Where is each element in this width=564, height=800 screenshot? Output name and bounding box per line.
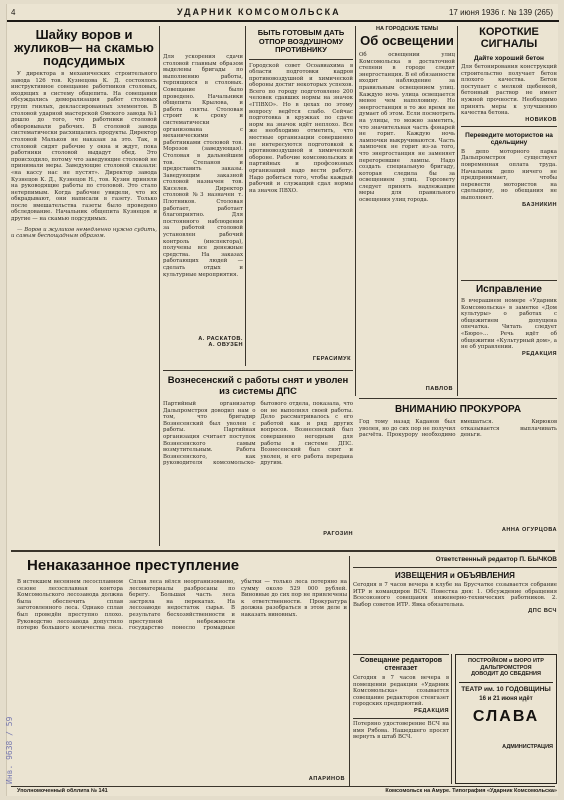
article-ispravlenie-headline: Исправление [475, 284, 542, 295]
article-nenakazannoe [17, 556, 347, 784]
article-nenakazannoe-body: В истекшем весеннем лесосплавном сезоне лесосплавная контора Комсомольского лесозавода должна была обеспечить сплав заготовленного леса. Однако сплав был проведён преступно плохо. Руководство лесозавода допустило потерю большого количества леса. Сплав леса вёлся неорганизованно, лесоматериалы разбросаны по берегу. Большая часть леса застряла на перекатах. На лесозаводе недостаток сырья. В результате бесхозяйственности и преступной небрежности государство понесло громадные убытки — только леса потеряно на сумму около 529 000 рублей. Виновные до сих пор не привлечены к ответственности. Прокуратура должна разобраться в этом деле и наказать виновных. [17, 579, 347, 632]
signature: РЕДАКЦИЯ [521, 350, 557, 357]
ad-line: ПОСТРОЙКОМ и БЮРО ИТР ДАЛЬПРОМСТРОЯ [468, 658, 544, 671]
ad-signature: АДМИНИСТРАЦИЯ [502, 743, 553, 750]
column-rule [451, 654, 452, 784]
signature: А. ОВУЗЕН [208, 342, 243, 348]
article-shaika-closing: — Воров и жуликов немедленно нужно судить, и самым беспощадным образом. [11, 226, 157, 240]
article-voznesenskiy-body: Партийный организатор Дальпромстроя доводил нам о том, что бригадир Вознесенский был уволен с работы. Партийная организация считает поступок Вознесенского самым возмутительным. Работа Вознесенского, как руководителя комсомольско-бытового отдела, показала, что он не выполнял своей работы. Дело рассматривалось с его работой как и ряд других вопросов. Вознесенский был совершенно негодным для работы в системе ДПС. Вознесенский был снят и уволен, и его работа передана другим. [163, 401, 353, 467]
article-prokuror-headline: ВНИМАНИЮ ПРОКУРОРА [394, 404, 522, 415]
article-izveshcheniya-headline: ИЗВЕЩЕНИЯ и ОБЪЯВЛЕНИЯ [395, 571, 515, 580]
article-stolovaya-body: Для ускорения сдачи столовой главным образом выделены бригады по выполнению работы, терпящихся в столовых. Совещание было проведено. Начальники общепита Крылова, и работа сняты. Столовая строит к сроку и систематически организована с механическими работниками столовой тов. Морозов (заведующая). Столовая в дальнейшем тов. Степанов и предоставить заказы. Заведующим заказной столовой назначен тов. Киселев. Директор столовой №3 назначен т. Плотников. Столовая работает, работает благоприятно. Для постоянного наблюдения за работой столовой установлен рабочий контроль (инспектора), получены все денежные средства. На заказах работающих людей — сделать отдых и культурные мероприятия. [163, 54, 243, 278]
paper-name: УДАРНИК КОМСОМОЛЬСКА [177, 7, 341, 17]
article-korotkie [461, 26, 557, 276]
article-izveshcheniya [353, 570, 557, 650]
article-stolovaya-signatures [163, 336, 243, 366]
signature: АННА ОГУРЦОВА [501, 527, 557, 533]
article-shaika-headline: Шайку воров и жуликов— на скамью подсудимых [14, 27, 154, 68]
footer-left: Уполномоченный обллита № 141 [17, 788, 108, 794]
article-osveshchenie-body: Об освещении улиц Комсомольска в достаточной степени в городе следит энергостанция. В её обязанности входит наблюдение за правильным освещением улиц. Каждую ночь улица освещается менее чем наполовину. Но энергостанция в то же время не думает об этом. Если посмотреть на улицы, то можно заметить, что значительная часть фонарей не горит. Каждую ночь лампочки выкручиваются. Часть лампочек не горит из-за того, что энергостанция не заменяет перегоревшие лампы. Надо создать специальную бригаду, которая следила бы за освещением улиц. Горсовету следует принять надлежащие меры для правильного освещения улиц города. [359, 52, 455, 204]
archive-stamp: Инв. 9638 / 59 [5, 716, 14, 784]
theater-ad [455, 654, 557, 784]
divider [163, 370, 353, 371]
article-prokuror-body: Год тому назад Каданов был уволен, но до сих пор не получил расчёта. Прокурору необходимо вмешаться. Кирюков отказывается выплачивать деньги. [359, 419, 557, 439]
section-divider [11, 550, 555, 552]
article-vozdukh [249, 26, 353, 366]
signature: АПАРИНОВ [308, 776, 345, 782]
signature: НОВИКОВ [525, 116, 557, 123]
show-dates: 16 и 21 июня идёт [479, 695, 533, 702]
signature: РАГОЗИН [323, 531, 353, 537]
article-osveshchenie [359, 26, 455, 396]
newspaper-page [6, 4, 558, 796]
footer [17, 788, 557, 796]
article-ispravlenie-body: В вчерашнем номере «Ударник Комсомольска» в заметке «Дом культуры» о работах с общежитием допущена опечатка. Читать следует «Бюро»… Речь идёт об общежитии «Культурный дом», а не об управлении. [461, 298, 557, 351]
column-rule [349, 556, 350, 786]
theater-name: ТЕАТР им. 10 ГОДОВЩИНЫ [459, 682, 553, 693]
article-shaika [11, 26, 157, 546]
signature: ПАВЛОВ [425, 386, 453, 392]
column-rule [245, 26, 246, 366]
play-title: СЛАВА [472, 707, 540, 725]
editor-name: Ответственный редактор П. БЫЧКОВ [435, 556, 557, 563]
issue-date: 17 июня 1936 г. № 139 (265) [448, 8, 553, 17]
article-voznesenskiy [163, 374, 353, 546]
article-voznesenskiy-headline: Вознесенский с работы снят и уволен из системы ДПС [167, 375, 349, 397]
subheadline: Дайте хороший бетон [474, 55, 544, 62]
divider [11, 786, 555, 787]
article-nenakazannoe-headline: Ненаказанное преступление [27, 557, 240, 574]
article-osveshchenie-headline: Об освещении [360, 33, 454, 48]
column-rule [159, 26, 160, 546]
article-korotkie-body1: Для бетонирования конструкций строительство получает бетон плохого качества. Бетон поступает с мелкой щебенкой, бетонный раствор не имеет нужной прочности. Необходимо принять меры к улучшению качества бетона. [461, 64, 557, 117]
divider [461, 126, 557, 127]
article-soveshchanie-headline: Совещание редакторов стенгазет [359, 657, 443, 672]
article-ispravlenie [461, 280, 557, 396]
editor-line [353, 556, 557, 568]
article-soveshchanie [353, 654, 449, 784]
article-korotkie-body2: В депо моторного парка Дальпромстроя существует повременная оплата труда. Начальник депо ничего не предпринимает, чтобы перевести мотористов на сдельщину, но обещания не выполняет. [461, 148, 557, 201]
article-prokuror [359, 402, 557, 546]
rubric: НА ГОРОДСКИЕ ТЕМЫ [376, 26, 438, 32]
column-rule [457, 26, 458, 396]
page-number: 4 [11, 8, 16, 17]
signature: ГЕРАСИМУК [312, 356, 351, 362]
column-rule [355, 26, 356, 396]
subheadline: Переведите мотористов на сдельщину [465, 131, 553, 147]
signature: А. РАСКАТОВ. [198, 336, 243, 342]
article-shaika-body [11, 71, 157, 240]
signature: ДПС ВСЧ [528, 608, 557, 615]
divider [359, 398, 557, 399]
signature: БАЗНИКИН [522, 201, 557, 208]
article-shaika-text: У директора в механических строительного завода 126 тов. Кузнецова К. Д. состоялось инструктивное совещание работников столовых, входящих в систему общепита. На совещании обсуждались деморализация работ столовых групп гнилых, деклассированных элементов. В столовой ударной мастерской Омского завода №1 дошло до того, что работники столовой обворовывали рабочих. В столовой завода систематически расхищались продукты. Директор столовой Мальков не наказан за это. Так, в столовой сидят рабочие у окна и ждут, пока работники столовой выдадут обед. Это происходило, потому что заведующие столовой не принимали меры. Заведующие столовой сказали: «на кассу нас не пустят». Директор завода Кузнецов К. Д., Кузнецов Н., тов. Кузин приняли на руководящие работы по столовой. Это стало нетерпимым. Когда рабочие увидели, что их обкрадывают, они написали в газету. Только после вмешательства газеты было проведено обследование. Начальник общепита Кузнецов и другие — на скамью подсудимых. [11, 71, 157, 223]
article-soveshchanie-body: Сегодня в 7 часов вечера в помещении редакции «Ударник Комсомольска» созывается совещание редакторов стенгазет городских предприятий. [353, 675, 449, 708]
article-korotkie-headline: КОРОТКИЕ СИГНАЛЫ [479, 26, 539, 50]
signature: РЕДАКЦИЯ [413, 707, 449, 714]
article-izveshcheniya-body: Сегодня в 7 часов вечера в клубе на Брусчатке созывается собрание ИТР и командиров ВСЧ. Повестка дня: 1. Обсуждение обращения Всесоюзного совещания инженерно-технических работников. 2. Выбор советов ИТР. Явка обязательна. [353, 582, 557, 608]
article-vozdukh-headline: БЫТЬ ГОТОВЫМ ДАТЬ ОТПОР ВОЗДУШНОМУ ПРОТИВНИКУ [249, 26, 353, 60]
lost-notice: Потеряно удостоверение ВСЧ на имя Рябова. Нашедшего просят вернуть в штаб ВСЧ. [353, 718, 449, 741]
masthead [7, 4, 559, 22]
article-vozdukh-body: Городской совет Осоавиахима в области подготовки кадров противовоздушной и химической обороны достиг некоторых успехов. Всего по городу подготовлено 200 человек сдавших нормы на значок «ГПВХО». Но в цехах по этому вопросу ведётся слабо. Сейчас подготовка в кружках по сдаче норм на значок идёт неплохо. Все же необходимо отметить, что местные организации совершенно не интересуются подготовкой к противовоздушной и химической обороне. Рабочие комсомольских и партийных и профсоюзных организаций надо вести работу. Надо добиться того, чтобы каждый рабочий и служащий сдал нормы на значок ПВХО. [249, 62, 353, 194]
footer-right: Комсомольск на Амуре. Типография «Ударник Комсомольска» [385, 788, 557, 794]
article-stolovaya [163, 54, 243, 334]
ad-line: ДОВОДИТ ДО СВЕДЕНИЯ [471, 671, 541, 677]
